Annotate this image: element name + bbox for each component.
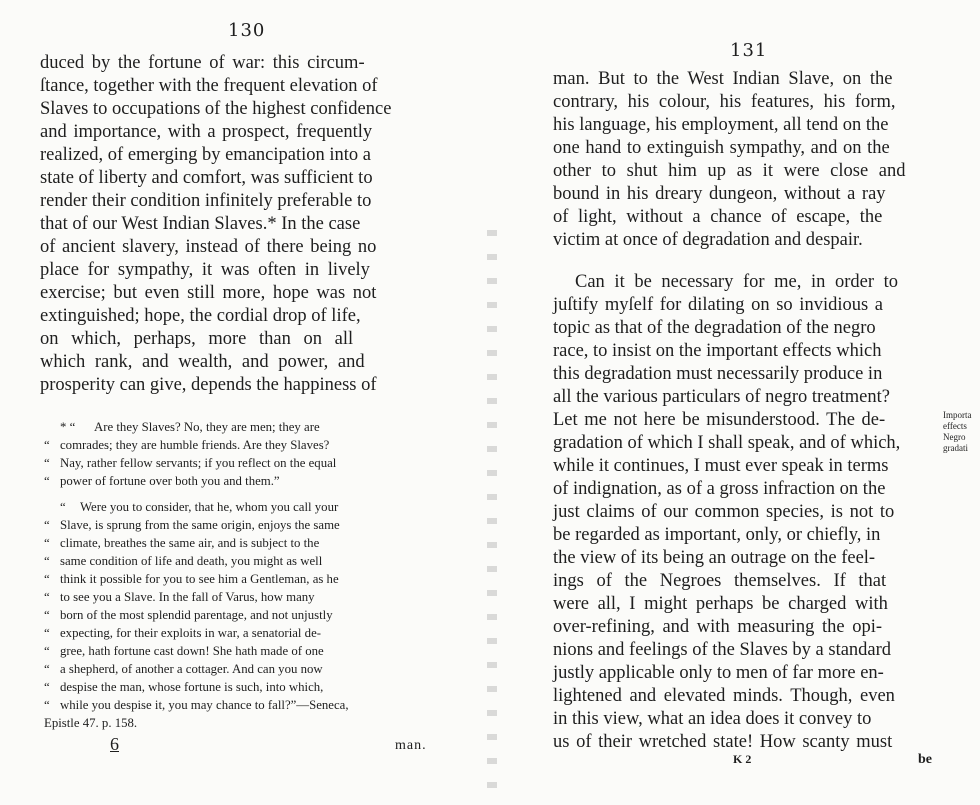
text-line: extinguished; hope, the cordial drop of life, (40, 306, 361, 326)
footnote-line: “ gree, hath fortune cast down! She hath made of one (44, 644, 324, 658)
quote-mark: “ (44, 554, 50, 568)
footnote-line: “ power of fortune over both you and them.” (44, 474, 280, 488)
text-line: be regarded as important, only, or chiefly, in (553, 525, 881, 545)
text-line: of light, without a chance of escape, the (553, 207, 883, 227)
quote-mark: “ (44, 698, 50, 712)
text-line: nions and feelings of the Slaves by a standard (553, 640, 892, 660)
footnote-line: “ to see you a Slave. In the fall of Varus, how many (44, 590, 315, 604)
text-line: prosperity can give, depends the happiness of (40, 375, 377, 395)
page-number: 130 (228, 20, 266, 41)
text-line: of ancient slavery, instead of there being no (40, 237, 377, 257)
text-line: render their condition infinitely preferable to (40, 191, 372, 211)
margin-note-line: Negro (943, 432, 966, 442)
footnote-line: “ comrades; they are humble friends. Are they Slaves? (44, 438, 330, 452)
text-line: all the various particulars of negro treatment? (553, 387, 890, 407)
quote-mark: “ (44, 680, 50, 694)
quote-mark: “ (44, 662, 50, 676)
text-line: over-refining, and with measuring the opi- (553, 617, 883, 637)
signature-mark: 6 (110, 734, 119, 754)
quote-mark: * “ (60, 420, 76, 434)
text-line: lightened and elevated minds. Though, even (553, 686, 895, 706)
text-line: race, to insist on the important effects which (553, 341, 882, 361)
footnote-line: * “ Are they Slaves? No, they are men; they are (60, 420, 320, 434)
footnote-line: “ Nay, rather fellow servants; if you reflect on the equal (44, 456, 337, 470)
text-line: victim at once of degradation and despair. (553, 230, 863, 250)
text-line: justly applicable only to men of far more en- (553, 663, 884, 683)
footnote-line: “ born of the most splendid parentage, and not unjustly (44, 608, 333, 622)
quote-mark: “ (44, 474, 50, 488)
text-line: place for sympathy, it was often in lively (40, 260, 370, 280)
text-line: one hand to extinguish sympathy, and on the (553, 138, 890, 158)
margin-note-line: effects (943, 421, 967, 431)
text-line: Slaves to occupations of the highest confidence (40, 99, 392, 119)
footnote-line: “ while you despise it, you may chance to fall?”—Seneca, (44, 698, 349, 712)
quote-mark: “ (44, 438, 50, 452)
text-line: us of their wretched state! How scanty must (553, 732, 893, 752)
text-line: this degradation must necessarily produce in (553, 364, 883, 384)
text-line: of indignation, as of a gross infraction on the (553, 479, 886, 499)
signature-mark: K 2 (733, 752, 752, 766)
text-line: ings of the Negroes themselves. If that (553, 571, 887, 591)
text-line: while it continues, I must ever speak in terms (553, 456, 889, 476)
footnote-line: “ expecting, for their exploits in war, a senatorial de- (44, 626, 322, 640)
text-line: his language, his employment, all tend on the (553, 115, 889, 135)
text-line: that of our West Indian Slaves.* In the case (40, 214, 361, 234)
catchword: man. (395, 738, 427, 753)
footnote-line: “ climate, breathes the same air, and is subject to the (44, 536, 320, 550)
footnote-line: “ a shepherd, of another a cottager. And can you now (44, 662, 323, 676)
text-line: in this view, what an idea does it convey to (553, 709, 872, 729)
quote-mark: “ (44, 626, 50, 640)
footnote-line: “ despise the man, whose fortune is such, into which, (44, 680, 324, 694)
quote-mark: “ (44, 590, 50, 604)
text-line: man. But to the West Indian Slave, on the (553, 69, 893, 89)
footnote-line: “ Were you to consider, that he, whom you call your (60, 500, 339, 514)
quote-mark: “ (44, 644, 50, 658)
footnote-line: Epistle 47. p. 158. (44, 716, 138, 730)
footnote-line: “ think it possible for you to see him a Gentleman, as he (44, 572, 339, 586)
text-line: state of liberty and comfort, was sufficient to (40, 168, 373, 188)
text-line: the view of its being an outrage on the feel- (553, 548, 876, 568)
text-line: just claims of our common species, is not to (553, 502, 895, 522)
quote-mark: “ (44, 536, 50, 550)
text-line: and importance, with a prospect, frequently (40, 122, 373, 142)
quote-mark: “ (44, 518, 50, 532)
footnote-line: “ Slave, is sprung from the same origin, enjoys the same (44, 518, 340, 532)
quote-mark: “ (44, 456, 50, 470)
quote-mark: “ (44, 572, 50, 586)
text-line: realized, of emerging by emancipation into a (40, 145, 371, 165)
text-line: duced by the fortune of war: this circum- (40, 53, 365, 73)
quote-mark: “ (60, 500, 66, 514)
text-line: ſtance, together with the frequent elevation of (40, 76, 378, 96)
margin-note-line: gradati (943, 443, 968, 453)
text-line: Can it be necessary for me, in order to (575, 272, 899, 292)
text-line: bound in his dreary dungeon, without a ray (553, 184, 886, 204)
text-line: exercise; but even still more, hope was not (40, 283, 377, 303)
text-line: on which, perhaps, more than on all (40, 329, 354, 349)
text-line: other to shut him up as it were close and (553, 161, 906, 181)
text-line: contrary, his colour, his features, his form, (553, 92, 896, 112)
quote-mark: “ (44, 608, 50, 622)
catchword: be (918, 752, 932, 767)
page-number: 131 (730, 40, 768, 61)
text-line: Let me not here be misunderstood. The de- (553, 410, 886, 430)
text-line: topic as that of the degradation of the negro (553, 318, 876, 338)
footnote-line: “ same condition of life and death, you might as well (44, 554, 323, 568)
text-line: juſtify myſelf for dilating on so invidious a (553, 295, 884, 315)
margin-note-line: Importa (943, 410, 972, 420)
text-line: were all, I might perhaps be charged with (553, 594, 888, 614)
text-line: gradation of which I shall speak, and of which, (553, 433, 901, 453)
text-line: which rank, and wealth, and power, and (40, 352, 365, 372)
